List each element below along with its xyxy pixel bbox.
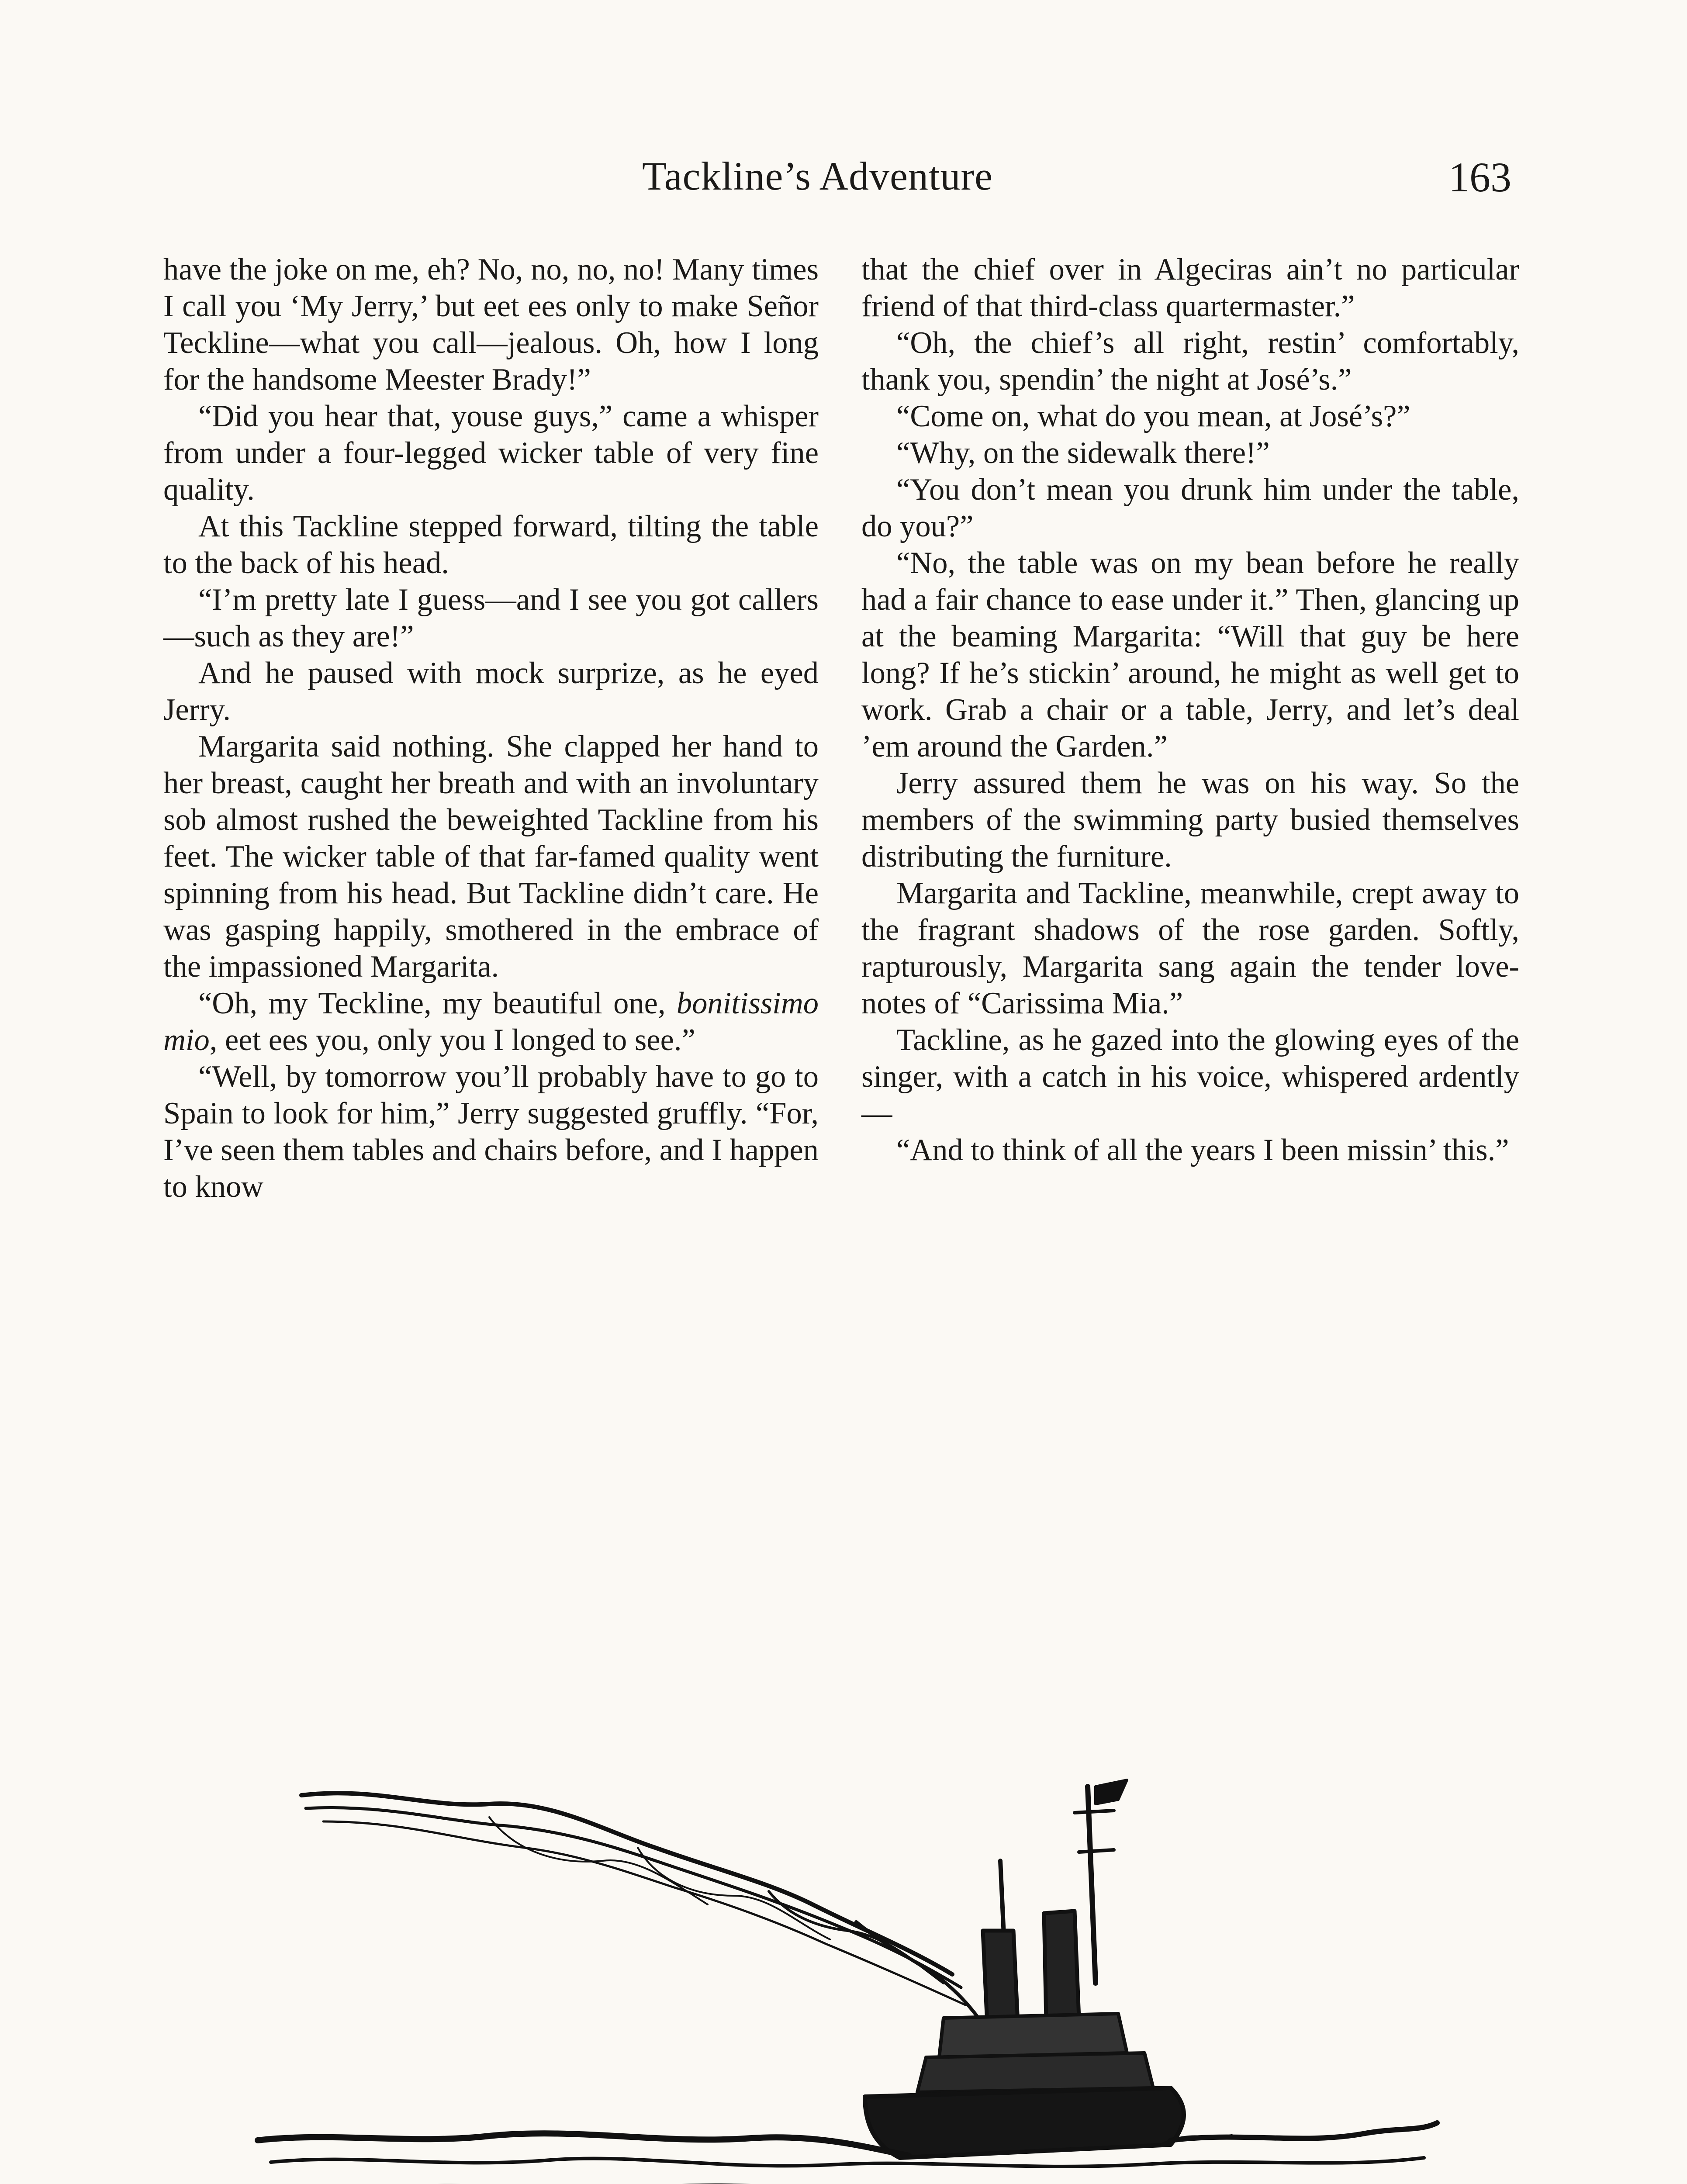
paragraph: “No, the table was on my bean before he really had a fair chance to ease under it.” Then, glancing up at the beaming Margarita: “Will that guy be here long? If he’s stickin’ around, he might as well get to work. Grab a chair or a table, Jerry, and let’s deal ’em around the Garden.” (861, 546, 1519, 764)
paragraph: Jerry assured them he was on his way. So the members of the swimming party busied themselves distributing the furniture. (861, 766, 1519, 874)
paragraph: Margarita and Tackline, meanwhile, crept away to the fragrant shadows of the rose garden. Softly, rapturously, Margarita sang again the tender love-notes of “Carissima Mia.” (861, 876, 1519, 1020)
paragraph (163, 985, 819, 1058)
paragraph-text: , eet ees you, only you I longed to see.” (209, 1023, 695, 1057)
paragraph: have the joke on me, eh? No, no, no, no! Many times I call you ‘My Jerry,’ but eet ees only to make Señor Teckline—what you call—jealous. Oh, how I long for the handsome Meester Brady!” (163, 252, 819, 397)
warship-illustration (245, 1738, 1450, 2184)
paragraph: “Come on, what do you mean, at José’s?” (896, 399, 1410, 433)
page-number: 163 (1448, 154, 1511, 200)
right-text-column (861, 251, 1519, 1168)
paragraph: “You don’t mean you drunk him under the table, do you?” (861, 473, 1519, 543)
paragraph: “I’m pretty late I guess—and I see you got callers—such as they are!” (163, 583, 819, 653)
italic-phrase: bonitissimo mio (163, 986, 819, 1057)
left-text-column (163, 251, 819, 1205)
paragraph: “And to think of all the years I been missin’ this.” (896, 1133, 1509, 1167)
paragraph: And he paused with mock surprize, as he eyed Jerry. (163, 656, 819, 727)
paragraph-text: “Oh, my Teckline, my beautiful one, (198, 986, 677, 1020)
running-head-title: Tackline’s Adventure (642, 154, 993, 198)
paragraph: Margarita said nothing. She clapped her hand to her breast, caught her breath and with an involuntary sob almost rushed the beweighted Tackline from his feet. The wicker table of that far-famed quality went spinning from his head. But Tackline didn’t care. He was gasping happily, smothered in the embrace of the impassioned Margarita. (163, 729, 819, 984)
paragraph: “Why, on the sidewalk there!” (896, 436, 1270, 470)
paragraph: At this Tackline stepped forward, tilting the table to the back of his head. (163, 509, 819, 580)
paragraph: Tackline, as he gazed into the glowing eyes of the singer, with a catch in his voice, whispered ardently— (861, 1023, 1519, 1130)
paragraph: “Oh, the chief’s all right, restin’ comfortably, thank you, spendin’ the night at José’s.” (861, 326, 1519, 397)
paragraph: “Well, by tomorrow you’ll probably have to go to Spain to look for him,” Jerry suggested gruffly. “For, I’ve seen them tables and chairs before, and I happen to know (163, 1060, 819, 1204)
paragraph: “Did you hear that, youse guys,” came a whisper from under a four-legged wicker table of very fine quality. (163, 399, 819, 507)
paragraph: that the chief over in Algeciras ain’t no particular friend of that third-class quartermaster.” (861, 252, 1519, 323)
